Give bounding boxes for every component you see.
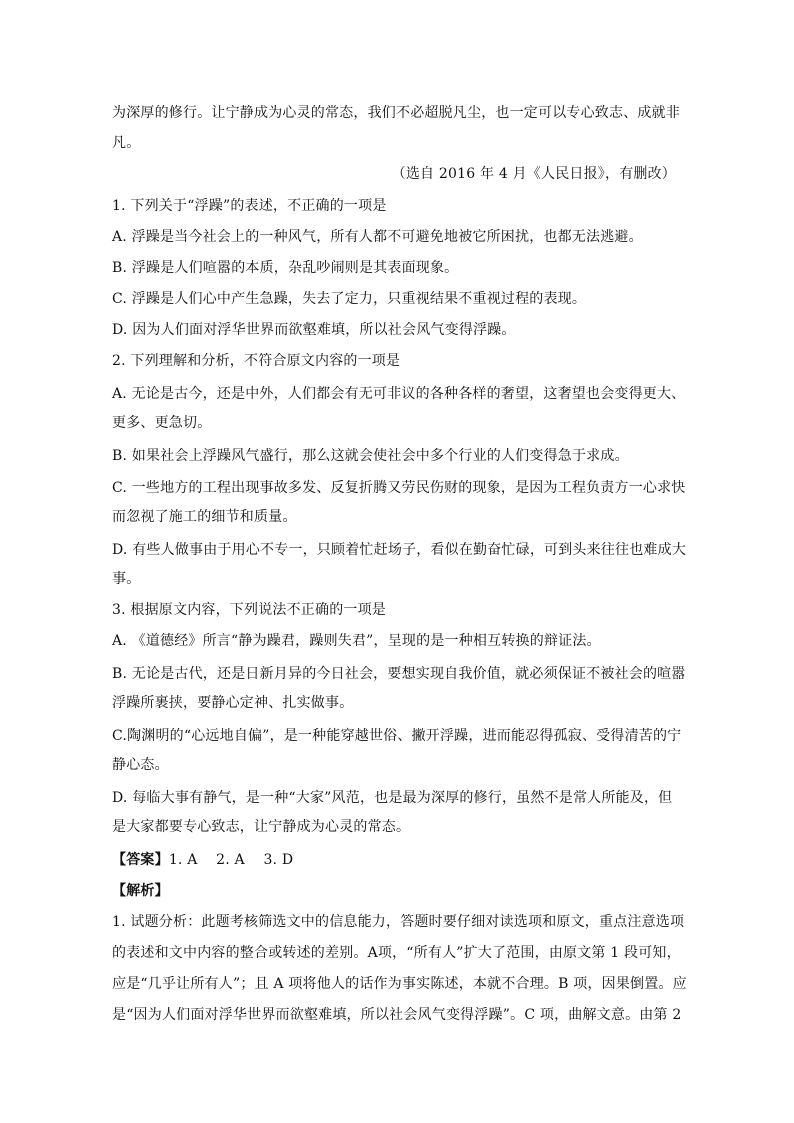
answer-text: 1. A 2. A 3. D — [168, 852, 294, 868]
analysis-line: 1. 试题分析：此题考核筛选文中的信息能力，答题时要仔细对读选项和原文，重点注意选项 — [112, 914, 685, 930]
question-option: B. 无论是古代，还是日新月异的今日社会，要想实现自我价值，就必须保证不被社会的喧嚣 — [112, 666, 686, 682]
analysis-line: 的表述和文中内容的整合或转述的差别。A项，“所有人”扩大了范围，由原文第 1 段可知， — [112, 945, 681, 961]
question-stem: 3. 根据原文内容，下列说法不正确的一项是 — [112, 602, 387, 618]
passage-line: 凡。 — [112, 135, 141, 151]
question-option: 是大家都要专心致志，让宁静成为心灵的常态。 — [112, 819, 411, 835]
question-option: A. 浮躁是当今社会上的一种风气，所有人都不可避免地被它所困扰，也都无法逃避。 — [112, 229, 643, 245]
question-option: A. 《道德经》所言“静为躁君，躁则失君”，呈现的是一种相互转换的辩证法。 — [112, 633, 601, 649]
question-option: C.陶渊明的“心远地自偏”，是一种能穿越世俗、撇开浮躁，进而能忍得孤寂、受得清苦的宁 — [112, 728, 682, 744]
question-option: 而忽视了施工的细节和质量。 — [112, 509, 297, 525]
question-option: A. 无论是古今，还是中外，人们都会有无可非议的各种各样的奢望，这奢望也会变得更大、 — [112, 386, 686, 402]
question-option: C. 浮躁是人们心中产生急躁，失去了定力，只重视结果不重视过程的表现。 — [112, 291, 587, 307]
question-option: B. 浮躁是人们喧嚣的本质，杂乱吵闹则是其表面现象。 — [112, 260, 459, 276]
analysis-label: 【解析】 — [112, 883, 169, 899]
passage-line: 为深厚的修行。让宁静成为心灵的常态，我们不必超脱凡尘，也一定可以专心致志、成就非 — [112, 105, 680, 121]
question-option: 浮躁所裹挟，要静心定神、扎实做事。 — [112, 695, 354, 711]
source-citation: （选自 2016 年 4 月《人民日报》，有删改） — [391, 166, 676, 182]
question-option: 更多、更急切。 — [112, 415, 212, 431]
question-option: 事。 — [112, 571, 141, 587]
question-stem: 2. 下列理解和分析，不符合原文内容的一项是 — [112, 353, 401, 369]
question-option: B. 如果社会上浮躁风气盛行，那么这就会使社会中多个行业的人们变得急于求成。 — [112, 448, 629, 464]
answer-line — [112, 850, 293, 870]
question-option: D. 每临大事有静气，是一种“大家”风范，也是最为深厚的修行，虽然不是常人所能及，但 — [112, 790, 673, 806]
question-stem: 1. 下列关于“浮躁”的表述，不正确的一项是 — [112, 198, 387, 214]
question-option: D. 因为人们面对浮华世界而欲壑难填，所以社会风气变得浮躁。 — [112, 322, 516, 338]
question-option: 静心态。 — [112, 757, 169, 773]
question-option: C. 一些地方的工程出现事故多发、反复折腾又劳民伤财的现象，是因为工程负责方一心求快 — [112, 480, 686, 496]
answer-label: 【答案】 — [112, 852, 169, 868]
question-option: D. 有些人做事由于用心不专一，只顾着忙赶场子，看似在勤奋忙碌，可到头来往往也难成大 — [112, 542, 687, 558]
analysis-line: 应是“几乎让所有人”；且 A 项将他人的话作为事实陈述，本就不合理。B 项，因果倒置。应 — [112, 976, 687, 992]
analysis-line: 是“因为人们面对浮华世界而欲壑难填，所以社会风气变得浮躁”。C 项，曲解文意。由第 2 — [112, 1007, 682, 1023]
